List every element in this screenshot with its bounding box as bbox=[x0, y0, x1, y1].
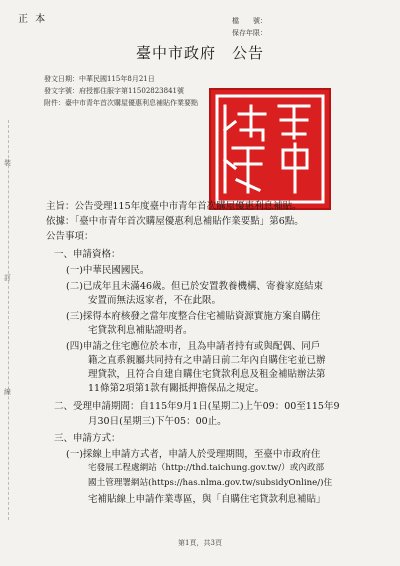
item-3-1-cont1: 宅發展工程處網站（http://thd.taichung.gov.tw/）或內政部 bbox=[88, 463, 325, 473]
section-heading-1: 一、申請資格： bbox=[54, 249, 121, 260]
item-1-4-cont2: 理貸款，且符合自建自購住宅貸款利息及租金補貼辦法第 bbox=[88, 369, 326, 380]
attachment-line: 附件：臺中市青年首次購屋優惠利息補貼作業要點 bbox=[44, 99, 198, 107]
margin-mark-2: 訂 bbox=[4, 274, 11, 282]
document-title: 臺中市政府 公告 bbox=[135, 44, 264, 62]
retention-label: 保存年限： bbox=[232, 29, 267, 37]
issue-number: 發文字號：府授都住服字第11502823841號 bbox=[44, 87, 184, 95]
item-1-3-cont: 宅貸款利息補貼證明者。 bbox=[88, 325, 193, 336]
item-1-2-cont: 安置而無法返家者，不在此限。 bbox=[88, 295, 222, 306]
item-1-1: (一)中華民國國民。 bbox=[66, 265, 150, 276]
item-1-4: (四)申請之住宅應位於本市，且為申請者持有或與配偶、同戶 bbox=[66, 341, 321, 352]
item-3-1-cont3: 宅補貼線上申請作業專區，與「自購住宅貸款利息補貼」 bbox=[88, 494, 326, 505]
section-2-cont: 月30日(星期三)下午05：00止。 bbox=[88, 416, 227, 427]
item-3-1-cont2: 國土管理署網站(https://has.nlma.gov.tw/subsidyOnline/)住 bbox=[88, 478, 333, 488]
item-3-1: (一)採線上申請方式者，申請人於受理期間，至臺中市政府住 bbox=[66, 449, 321, 460]
original-copy-tag: 正 本 bbox=[18, 14, 48, 25]
binding-line bbox=[8, 120, 9, 520]
margin-mark-3: 線 bbox=[4, 388, 11, 396]
item-1-3: (三)採得本府核發之當年度整合住宅補貼資源實施方案自購住 bbox=[66, 311, 321, 322]
section-heading-3: 三、申請方式： bbox=[54, 433, 121, 444]
item-1-4-cont1: 籍之直系親屬共同持有之申請日前二年內自購住宅並已辦 bbox=[88, 355, 326, 366]
page-footer: 第1頁，共3頁 bbox=[178, 539, 222, 547]
margin-mark-1: 裝 bbox=[4, 159, 11, 167]
item-1-2: (二)已成年且未滿46歲。但已於安置教養機構、寄養家庭結束 bbox=[66, 281, 324, 292]
issue-date: 發文日期：中華民國115年8月21日 bbox=[44, 75, 155, 83]
subject-line: 主旨：公告受理115年度臺中市青年首次購屋優惠利息補貼。 bbox=[46, 201, 302, 212]
file-number-label: 檔 號： bbox=[232, 17, 267, 25]
official-seal bbox=[209, 88, 331, 210]
seal-graphic bbox=[211, 90, 329, 208]
items-label: 公告事項： bbox=[46, 231, 94, 242]
section-heading-2: 二、受理申請期間：自115年9月1日(星期二)上午09：00至115年9 bbox=[54, 401, 340, 412]
basis-line: 依據：「臺中市青年首次購屋優惠利息補貼作業要點」第6點。 bbox=[46, 216, 304, 227]
item-1-4-cont3: 11條第2項第1款有關抵押擔保品之規定。 bbox=[88, 383, 265, 394]
